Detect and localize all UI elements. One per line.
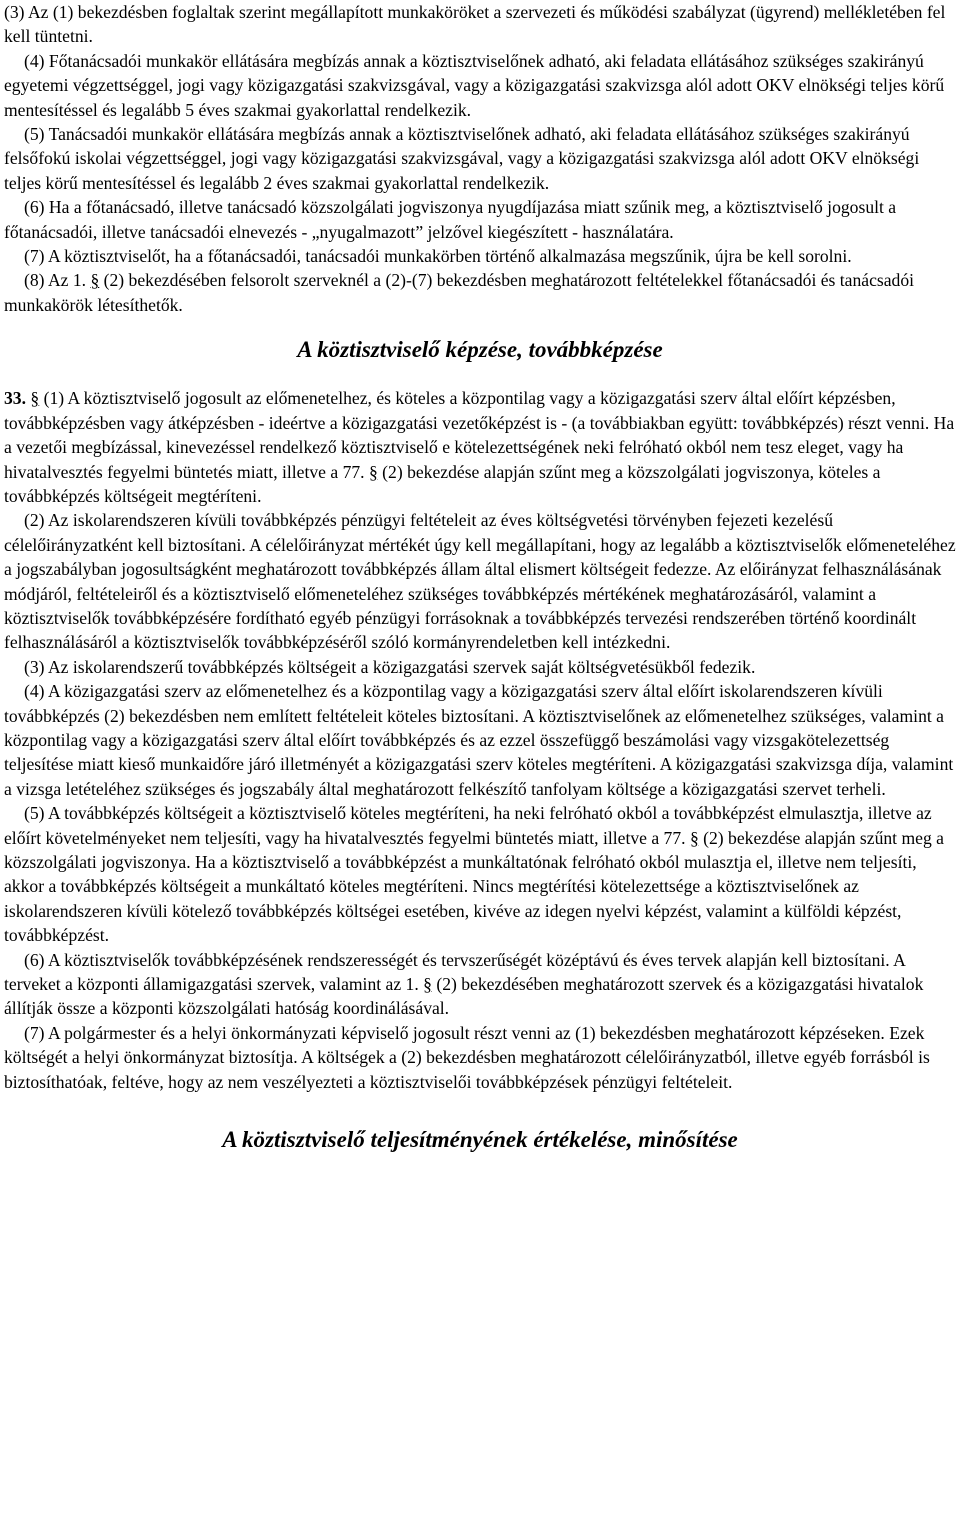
paragraph-33-2: (2) Az iskolarendszeren kívüli továbbképzés pénzügyi feltételeit az éves költségvetési törvényben fejezeti kezelésű célelőirányzatként kell biztosítani. A célelőirányzat mértékét úgy kell megállapítani, hogy az legalább a köztisztviselők előmeneteléhez a jogszabályban jogosultságként meghatározott továbbképzés állam által elismert költségeit fedezze. Az előirányzat felhasználásának módjáról, feltételeiről és a köztisztviselő előmeneteléhez szükséges továbbképzés mértékének meghatározásáról, valamint a köztisztviselők továbbképzésére fordítható egyéb pénzügyi forrásoknak a továbbképzés tervezési rendszerében történő koordinált felhasználásáról a köztisztviselők továbbképzéséről szóló kormányrendeletben kell intézkedni.	[4, 510, 956, 653]
paragraph-32-3: (3) Az (1) bekezdésben foglaltak szerint megállapított munkaköröket a szervezeti és működési szabályzat (ügyrend) mellékletében fel kell tüntetni.	[4, 2, 946, 47]
paragraph-text: (2) bekezdése alapján szűnt meg a közszolgálati jogviszonya, köteles a továbbképzés költségeit megtéríteni.	[4, 461, 881, 506]
paragraph-33-1	[4, 386, 956, 508]
paragraph-33-5	[4, 801, 956, 947]
paragraph-text: (5) A továbbképzés költségeit a köztisztviselő köteles megtéríteni, ha neki felróható okból a továbbképzést elmulasztja, illetve az előírt követelményeket nem teljesíti, vagy ha hivatalvesztés fegyelmi büntetés miatt, illetve a 77.	[4, 803, 932, 848]
paragraph-text: (6) A köztisztviselők továbbképzésének rendszerességét és tervszerűségét középtávú és éves tervek alapján kell biztosítani. A terveket a központi államigazgatási szervek, valamint az 1.	[4, 949, 905, 995]
paragraph-text: (2) bekezdésében meghatározott szervek és a közigazgatási hivatalok állítják össze a központi közszolgálati hatóság koordinálásával.	[4, 974, 924, 1019]
paragraph-33-4: (4) A közigazgatási szerv az előmenetelhez és a központilag vagy a közigazgatási szerv által előírt iskolarendszeren kívüli továbbképzés (2) bekezdésben nem említett feltételeit köteles biztosítani. A köztisztviselőnek az előmenetelhez szükséges, valamint a központilag vagy a közigazgatási szerv által előírt továbbképzés és az ezzel összefüggő beszámolási vagy vizsgakötelezettség teljesítése miatt kieső munkaidőre járó illetményét a közigazgatási szerv köteles megtéríteni. A közigazgatási szakvizsga díja, valamint a vizsga letételéhez szükséges és jogszabály által meghatározott felkészítő tanfolyam költsége a közigazgatási szervet terheli.	[4, 681, 954, 799]
paragraph-32-7: (7) A köztisztviselőt, ha a főtanácsadói, tanácsadói munkakörben történő alkalmazása megszűnik, újra be kell sorolni.	[24, 246, 852, 267]
section-heading-evaluation: A köztisztviselő teljesítményének értékelése, minősítése	[222, 1127, 738, 1153]
spacer	[4, 317, 956, 335]
paragraph-text: (1) A köztisztviselő jogosult az előmenetelhez, és köteles a központilag vagy a közigazgatási szerv által előírt képzésben, továbbképzésben vagy átképzésben - ideértve a közigazgatási vezetőképzést is - (a továbbiakban együtt: továbbképzés) részt venni. Ha a vezetői megbízással, kinevezéssel rendelkező köztisztviselő e kötelezettségének neki felróható okból nem tesz eleget, vagy ha hivatalvesztés fegyelmi büntetés miatt, illetve a 77.	[4, 388, 955, 482]
paragraph-text: (8) Az 1.	[24, 270, 91, 291]
section-number: 33.	[4, 388, 26, 409]
section-reference-link[interactable]: §	[689, 827, 699, 848]
paragraph-32-6: (6) Ha a főtanácsadó, illetve tanácsadó közszolgálati jogviszonya nyugdíjazása miatt szűnik meg, a köztisztviselő jogosult a főtanácsadói, illetve tanácsadói elnevezés - „nyugalmazott” jelzővel kiegészített - használatára.	[4, 197, 897, 242]
paragraph-32-5: (5) Tanácsadói munkakör ellátására megbízás annak a köztisztviselőnek adható, aki feladata ellátásához szükséges szakirányú felsőfokú iskolai végzettséggel, jogi vagy közigazgatási szakvizsgával, vagy a közigazgatási szakvizsga alól adott OKV elnökségi teljes körű mentesítéssel és legalább 2 éves szakmai gyakorlattal rendelkezik.	[4, 124, 920, 193]
section-reference-link[interactable]: §	[368, 461, 378, 482]
section-reference-link[interactable]: §	[90, 270, 100, 291]
paragraph-32-4: (4) Főtanácsadói munkakör ellátására megbízás annak a köztisztviselőnek adható, aki feladata ellátásához szükséges szakirányú egyetemi végzettséggel, jogi vagy közigazgatási szakvizsgával, vagy a közigazgatási szakvizsga alól adott OKV elnökségi teljes körű mentesítéssel és legalább 5 éves szakmai gyakorlattal rendelkezik.	[4, 50, 945, 120]
spacer	[4, 1094, 956, 1125]
paragraph-32-8	[4, 268, 956, 317]
paragraph-33-6	[4, 948, 956, 1021]
section-reference-link[interactable]: §	[423, 974, 432, 995]
section-heading-training: A köztisztviselő képzése, továbbképzése	[297, 337, 663, 363]
spacer	[4, 365, 956, 386]
paragraph-text: (2) bekezdése alapján szűnt meg a közszolgálati jogviszonya. Ha a köztisztviselő a továbbképzést a munkáltatónak felróható okból mulasztja el, illetve nem teljesíti, akkor a továbbképzés költségeit a munkáltató köteles megtéríteni. Nincs megtérítési kötelezettsége a köztisztviselőnek az iskolarendszeren kívüli kötelező továbbképzés költségei esetében, kivéve az idegen nyelvi képzést, valamint a külföldi képzést, továbbképzést.	[4, 827, 944, 946]
paragraph-33-7: (7) A polgármester és a helyi önkormányzati képviselő jogosult részt venni az (1) bekezdésben meghatározott képzéseken. Ezek költségét a helyi önkormányzat biztosítja. A költségek a (2) bekezdésben meghatározott célelőirányzatból, illetve egyéb forrásból is biztosíthatóak, feltéve, hogy az nem veszélyezteti a köztisztviselői továbbképzések pénzügyi feltételeit.	[4, 1022, 930, 1092]
section-reference-link[interactable]: §	[30, 388, 40, 409]
paragraph-text: (2) bekezdésében felsorolt szerveknél a (2)-(7) bekezdésben meghatározott feltételekkel főtanácsadói és tanácsadói munkakörök létesíthetők.	[4, 270, 915, 315]
paragraph-33-3: (3) Az iskolarendszerű továbbképzés költségeit a közigazgatási szervek saját költségvetésükből fedezik.	[24, 656, 756, 677]
